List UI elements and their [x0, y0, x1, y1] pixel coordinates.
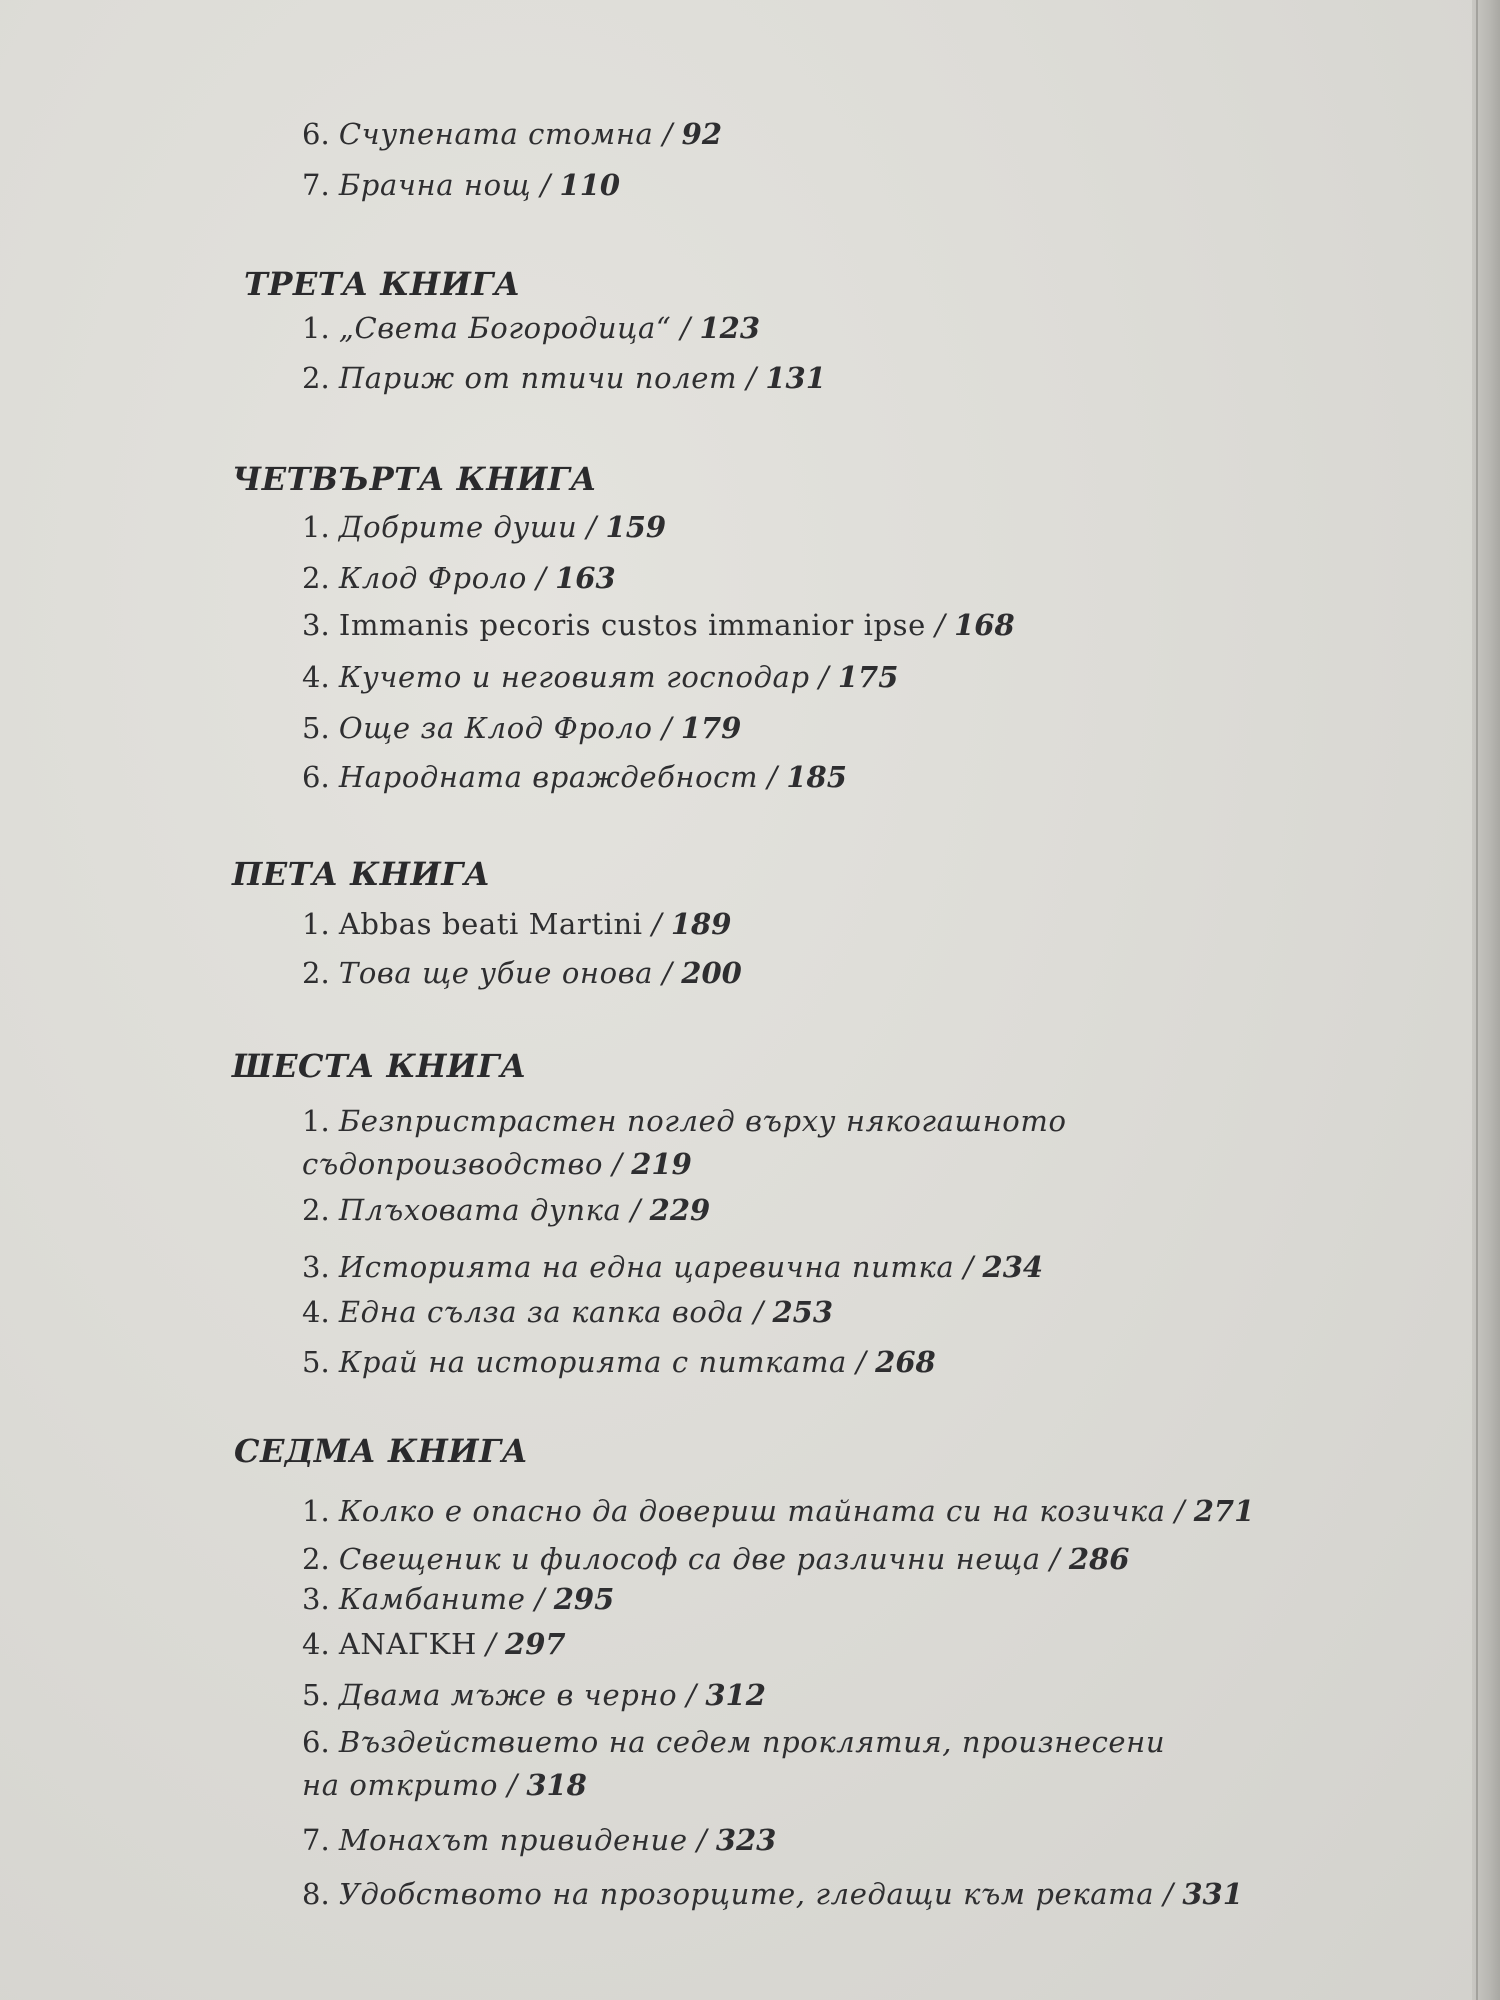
entry-title: Монахът привидение: [338, 1823, 688, 1857]
entry-separator: /: [651, 907, 662, 941]
entry-page-number: 200: [681, 956, 742, 990]
toc-entry: [302, 1818, 776, 1862]
entry-title: Още за Клод Фроло: [338, 711, 653, 745]
entry-page-number: 159: [605, 510, 667, 544]
entry-number: 1.: [302, 1104, 330, 1138]
entry-number: 2.: [302, 956, 330, 990]
section-heading: СЕДМА КНИГА: [234, 1432, 529, 1470]
entry-page-number: 297: [505, 1627, 566, 1661]
toc-entry: [302, 1577, 614, 1621]
entry-number: 4.: [302, 1627, 330, 1661]
entry-separator: /: [1163, 1877, 1174, 1911]
entry-number: 6.: [302, 117, 330, 151]
entry-title: Безпристрастен поглед върху някогашното: [338, 1104, 1067, 1138]
entry-separator: /: [680, 311, 691, 345]
entry-separator: /: [963, 1250, 974, 1284]
entry-separator: /: [1049, 1542, 1060, 1576]
entry-title: Abbas beati Martini: [338, 907, 643, 941]
entry-title: Брачна нощ: [338, 168, 532, 202]
entry-number: 5.: [302, 1678, 330, 1712]
toc-entry: [302, 1537, 1129, 1581]
entry-title: Immanis pecoris custos immanior ipse: [338, 608, 926, 642]
entry-number: 2.: [302, 561, 330, 595]
toc-entry: [302, 1290, 833, 1334]
entry-separator: /: [534, 1582, 545, 1616]
entry-number: 6.: [302, 1725, 330, 1759]
entry-number: 6.: [302, 760, 330, 794]
toc-entry: [302, 1188, 710, 1232]
entry-separator: /: [767, 760, 778, 794]
entry-number: 1.: [302, 907, 330, 941]
entry-separator: /: [586, 510, 597, 544]
entry-number: 2.: [302, 361, 330, 395]
entry-title: Добрите души: [338, 510, 578, 544]
entry-number: 2.: [302, 1542, 330, 1576]
toc-entry: [302, 556, 616, 600]
entry-title: Камбаните: [338, 1582, 526, 1616]
toc-entry: [302, 1245, 1043, 1289]
entry-number: 5.: [302, 1345, 330, 1379]
entry-title: Край на историята с питката: [338, 1345, 847, 1379]
section-heading: ШЕСТА КНИГА: [232, 1047, 527, 1085]
entry-number: 3.: [302, 1582, 330, 1616]
toc-entry: [302, 1622, 566, 1666]
entry-number: 7.: [302, 1823, 330, 1857]
toc-entry: [302, 655, 898, 699]
entry-page-number: 131: [765, 361, 826, 395]
entry-number: 8.: [302, 1877, 330, 1911]
entry-separator: /: [661, 711, 672, 745]
entry-separator: /: [662, 117, 673, 151]
toc-entry: [302, 306, 760, 350]
entry-title: Счупената стомна: [338, 117, 654, 151]
entry-page-number: 168: [954, 608, 1015, 642]
entry-number: 3.: [302, 1250, 330, 1284]
entry-title: Кучето и неговият господар: [338, 660, 810, 694]
entry-separator: /: [486, 1627, 496, 1661]
entry-page-number: 253: [772, 1295, 834, 1329]
entry-page-number: 268: [875, 1345, 936, 1379]
section-heading: ТРЕТА КНИГА: [244, 265, 521, 303]
entry-separator: /: [630, 1193, 641, 1227]
entry-page-number: 185: [786, 760, 847, 794]
toc-entry: [302, 1673, 766, 1717]
entry-title: Плъховата дупка: [338, 1193, 622, 1227]
toc-entry: [302, 603, 1015, 647]
entry-title: Въздействието на седем проклятия, произнесени: [338, 1725, 1166, 1759]
entry-separator: /: [686, 1678, 697, 1712]
entry-number: 5.: [302, 711, 330, 745]
section-heading: ЧЕТВЪРТА КНИГА: [232, 460, 597, 498]
entry-number: 1.: [302, 510, 330, 544]
entry-title: Двама мъже в черно: [338, 1678, 678, 1712]
toc-entry: [302, 1720, 1165, 1764]
entry-title: Една сълза за капка вода: [338, 1295, 745, 1329]
entry-title: ΑΝΑΓΚΗ: [338, 1627, 477, 1661]
entry-page-number: 219: [631, 1147, 692, 1181]
entry-title: Свещеник и философ са две различни неща: [338, 1542, 1041, 1576]
entry-page-number: 163: [555, 561, 616, 595]
entry-separator: /: [662, 956, 673, 990]
entry-title: Колко е опасно да довериш тайната си на козичка: [338, 1494, 1166, 1528]
entry-title: Удобството на прозорците, гледащи към реката: [338, 1877, 1155, 1911]
entry-title: Това ще убие онова: [338, 956, 654, 990]
entry-page-number: 179: [680, 711, 742, 745]
entry-page-number: 312: [705, 1678, 766, 1712]
entry-page-number: 229: [649, 1193, 711, 1227]
toc-entry-continuation: [302, 1763, 587, 1807]
entry-title-continuation: съдопроизводство: [302, 1147, 604, 1181]
entry-separator: /: [612, 1147, 623, 1181]
entry-title-continuation: на открито: [302, 1768, 499, 1802]
entry-page-number: 318: [526, 1768, 587, 1802]
entry-page-number: 271: [1193, 1494, 1255, 1528]
entry-page-number: 323: [715, 1823, 777, 1857]
entry-title: Народната враждебност: [338, 760, 759, 794]
toc-entry: [302, 755, 847, 799]
page-edge-line: [1476, 0, 1478, 2000]
toc-entry: [302, 1872, 1243, 1916]
entry-title: „Света Богородица“: [338, 311, 672, 345]
entry-separator: /: [818, 660, 829, 694]
entry-page-number: 92: [681, 117, 722, 151]
entry-separator: /: [935, 608, 945, 642]
entry-separator: /: [856, 1345, 866, 1379]
entry-page-number: 331: [1182, 1877, 1243, 1911]
entry-separator: /: [696, 1823, 707, 1857]
entry-page-number: 175: [837, 660, 899, 694]
toc-entry: [302, 112, 722, 156]
entry-page-number: 123: [699, 311, 761, 345]
entry-separator: /: [753, 1295, 764, 1329]
entry-number: 2.: [302, 1193, 330, 1227]
toc-entry: [302, 505, 666, 549]
toc-entry: [302, 356, 826, 400]
toc-entry: [302, 902, 731, 946]
entry-title: Париж от птичи полет: [338, 361, 738, 395]
entry-separator: /: [540, 168, 551, 202]
section-heading: ПЕТА КНИГА: [232, 855, 491, 893]
entry-separator: /: [1174, 1494, 1185, 1528]
entry-number: 7.: [302, 168, 330, 202]
entry-page-number: 189: [670, 907, 732, 941]
entry-separator: /: [507, 1768, 518, 1802]
entry-number: 4.: [302, 1295, 330, 1329]
entry-number: 1.: [302, 1494, 330, 1528]
entry-page-number: 110: [559, 168, 621, 202]
entry-number: 1.: [302, 311, 330, 345]
toc-entry: [302, 163, 620, 207]
entry-number: 4.: [302, 660, 330, 694]
entry-title: Историята на една царевична питка: [338, 1250, 955, 1284]
entry-page-number: 295: [553, 1582, 615, 1616]
toc-entry: [302, 951, 742, 995]
toc-entry: [302, 1340, 936, 1384]
entry-number: 3.: [302, 608, 330, 642]
entry-page-number: 286: [1068, 1542, 1130, 1576]
toc-entry: [302, 706, 741, 750]
entry-separator: /: [746, 361, 757, 395]
entry-title: Клод Фроло: [338, 561, 527, 595]
entry-separator: /: [536, 561, 546, 595]
toc-entry: [302, 1489, 1254, 1533]
entry-page-number: 234: [982, 1250, 1044, 1284]
toc-entry-continuation: [302, 1142, 692, 1186]
toc-entry: [302, 1099, 1067, 1143]
